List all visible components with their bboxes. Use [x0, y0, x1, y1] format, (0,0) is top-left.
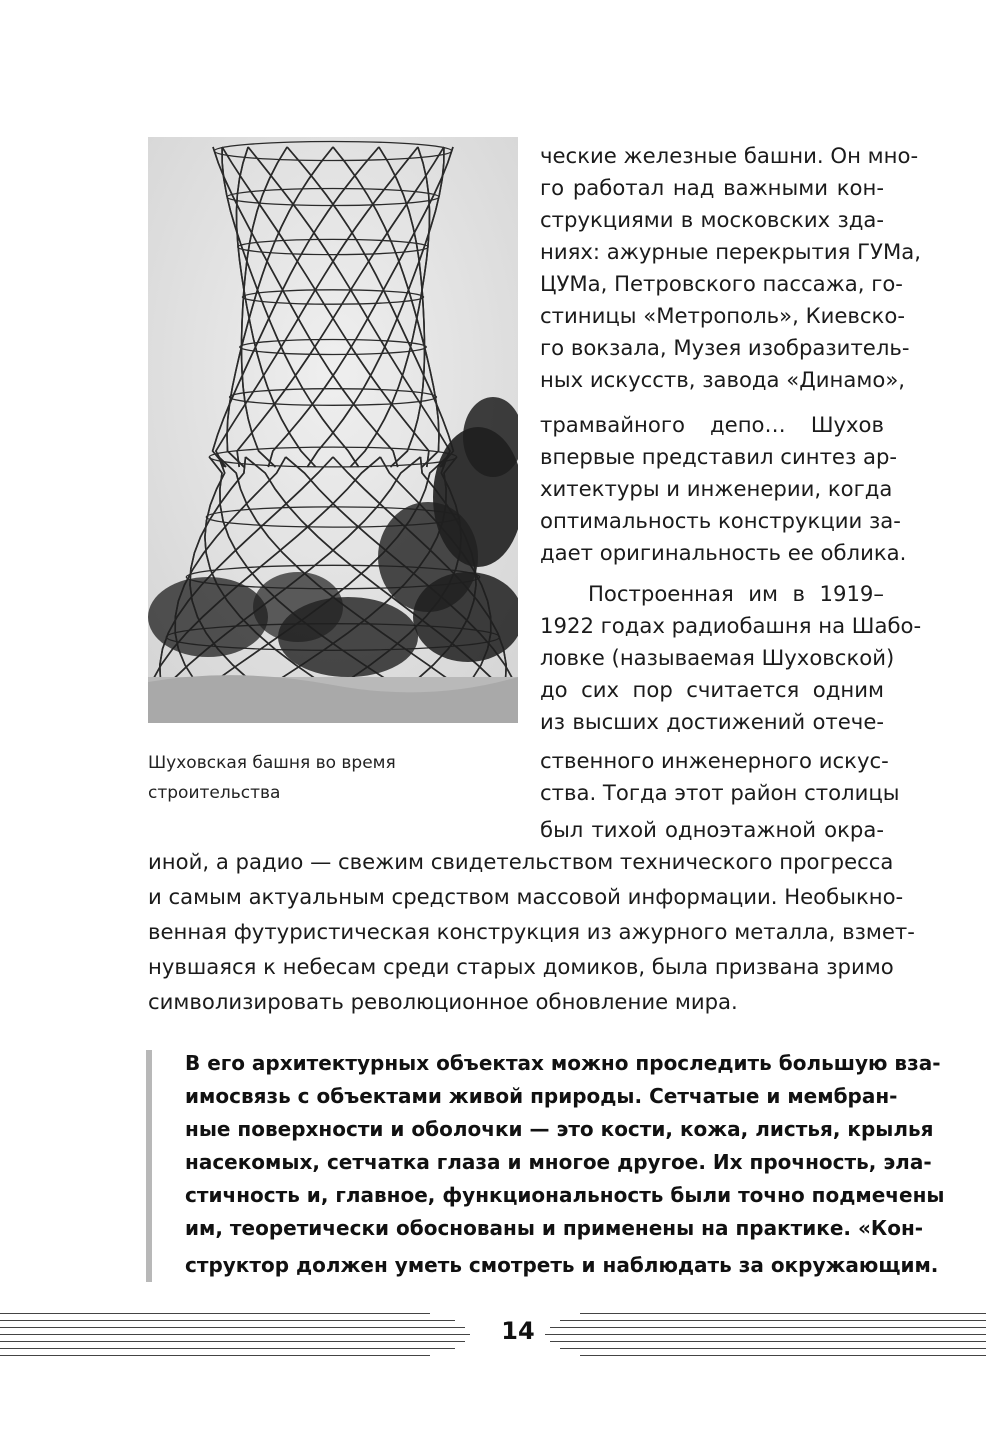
body-line: был тихой одноэтажной окра- [540, 817, 884, 842]
body-line: го работал над важными кон- [540, 175, 884, 200]
quote-line: структор должен уметь смотреть и наблюдать за окружающим. [185, 1253, 939, 1277]
body-line: трамвайного депо… Шухов [540, 412, 884, 437]
body-line: ственного инженерного искус- [540, 748, 889, 773]
quote-line: им, теоретически обоснованы и применены на практике. «Кон- [185, 1216, 924, 1240]
body-line: и самым актуальным средством массовой информации. Необыкно- [148, 884, 904, 909]
quote-line: стичность и, главное, функциональность были точно подмечены [185, 1183, 945, 1207]
body-line: ных искусств, завода «Динамо», [540, 367, 906, 392]
body-line: стиницы «Метрополь», Киевско- [540, 303, 905, 328]
body-line: ческие железные башни. Он мно- [540, 143, 919, 168]
body-line: го вокзала, Музея изобразитель- [540, 335, 910, 360]
quote-line: В его архитектурных объектах можно проследить большую вза- [185, 1051, 941, 1075]
quote-bar [146, 1050, 152, 1282]
body-line: 1922 годах радиобашня на Шабо- [540, 613, 922, 638]
body-line: дает оригинальность ее облика. [540, 540, 907, 565]
body-line: венная футуристическая конструкция из ажурного металла, взмет- [148, 919, 915, 944]
body-line: ловке (называемая Шуховской) [540, 645, 895, 670]
page-number: 14 [501, 1317, 535, 1345]
photo-caption [148, 748, 488, 808]
body-line: до сих пор считается одним [540, 677, 884, 702]
caption-line: строительства [148, 783, 281, 803]
tower-photo [148, 137, 518, 723]
quote-line: имосвязь с объектами живой природы. Сетчатые и мембран- [185, 1084, 898, 1108]
body-line: оптимальность конструкции за- [540, 508, 901, 533]
body-line: ства. Тогда этот район столицы [540, 780, 900, 805]
body-line: хитектуры и инженерии, когда [540, 476, 893, 501]
body-line: нувшаяся к небесам среди старых домиков, была призвана зримо [148, 954, 894, 979]
body-line: иной, а радио — свежим свидетельством технического прогресса [148, 849, 894, 874]
caption-line: Шуховская башня во время [148, 753, 396, 773]
body-line: струкциями в московских зда- [540, 207, 884, 232]
body-line: символизировать революционное обновление мира. [148, 989, 738, 1014]
body-line: Построенная им в 1919– [588, 581, 884, 606]
body-line: впервые представил синтез ар- [540, 444, 898, 469]
body-line: из высших достижений отече- [540, 709, 884, 734]
body-line: ЦУМа, Петровского пассажа, го- [540, 271, 903, 296]
quote-line: насекомых, сетчатка глаза и многое другое. Их прочность, эла- [185, 1150, 932, 1174]
body-line: ниях: ажурные перекрытия ГУМа, [540, 239, 921, 264]
quote-line: ные поверхности и оболочки — это кости, кожа, листья, крылья [185, 1117, 934, 1141]
